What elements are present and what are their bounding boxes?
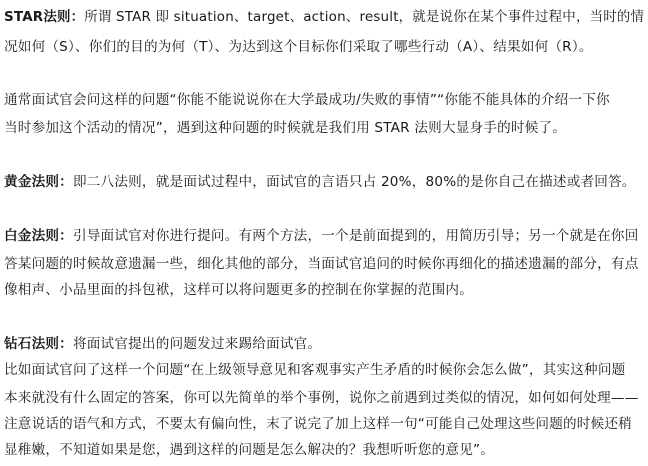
- diamond-text-line-1: 将面试官提出的问题发过来踢给面试官。: [72, 336, 322, 352]
- star-paragraph-line-1: [4, 8, 644, 28]
- diamond-paragraph-line-5: [4, 440, 494, 460]
- star-text-line-2: 况如何（S）、你们的目的为何（T）、为达到这个目标你们采取了哪些行动（A）、结果如何（R）。: [4, 39, 593, 55]
- common-question-line-1: [4, 90, 610, 110]
- diamond-heading: 钻石法则：: [4, 336, 73, 352]
- golden-heading: 黄金法则：: [4, 174, 73, 190]
- platinum-text-line-1: 引导面试官对你进行提问。有两个方法，一个是前面提到的，用简历引导；另一个就是在你回: [72, 228, 639, 244]
- common-question-line-2: [4, 118, 566, 138]
- diamond-paragraph-line-3: [4, 388, 639, 408]
- diamond-text-line-2: 比如面试官问了这样一个问题“在上级领导意见和客观事实产生矛盾的时候你会怎么做”，其实这种问题: [4, 362, 626, 378]
- platinum-paragraph-line-3: [4, 280, 473, 300]
- platinum-paragraph-line-2: [4, 254, 639, 274]
- star-text-line-1: 所谓 STAR 即 situation、target、action、result，就是说你在某个事件过程中，当时的情: [84, 10, 645, 25]
- common-question-text-line-2: 当时参加这个活动的情况”，遇到这种问题的时候就是我们用 STAR 法则大显身手的时候了。: [4, 120, 567, 136]
- platinum-text-line-2: 答某问题的时候故意遗漏一些，细化其他的部分，当面试官追问的时候你再细化的描述遗漏的部分，有点: [4, 256, 639, 272]
- golden-paragraph-line-1: [4, 172, 636, 192]
- diamond-paragraph-line-1: [4, 334, 321, 354]
- diamond-paragraph-line-4: [4, 414, 632, 434]
- diamond-paragraph-line-2: [4, 360, 625, 380]
- diamond-text-line-4: 注意说话的语气和方式，不要太有偏向性，末了说完了加上这样一句“可能自己处理这些问题的时候还稍: [4, 416, 632, 432]
- golden-text-line-1: 即二八法则，就是面试过程中，面试官的言语只占 20%，80%的是你自己在描述或者回答。: [72, 174, 636, 190]
- platinum-text-line-3: 像相声、小品里面的抖包袱，这样可以将问题更多的控制在你掌握的范围内。: [4, 282, 473, 298]
- diamond-text-line-5: 显稚嫩，不知道如果是您，遇到这样的问题是怎么解决的？我想听听您的意见”。: [4, 442, 495, 458]
- platinum-paragraph-line-1: [4, 226, 639, 246]
- star-paragraph-line-2: [4, 37, 593, 57]
- platinum-heading: 白金法则：: [4, 228, 73, 244]
- star-heading: STAR法则：: [4, 10, 85, 25]
- common-question-text-line-1: 通常面试官会问这样的问题“你能不能说说你在大学最成功/失败的事情”“你能不能具体的介绍一下你: [4, 92, 610, 108]
- diamond-text-line-3: 本来就没有什么固定的答案，你可以先简单的举个事例，说你之前遇到过类似的情况，如何如何处理——: [4, 390, 639, 406]
